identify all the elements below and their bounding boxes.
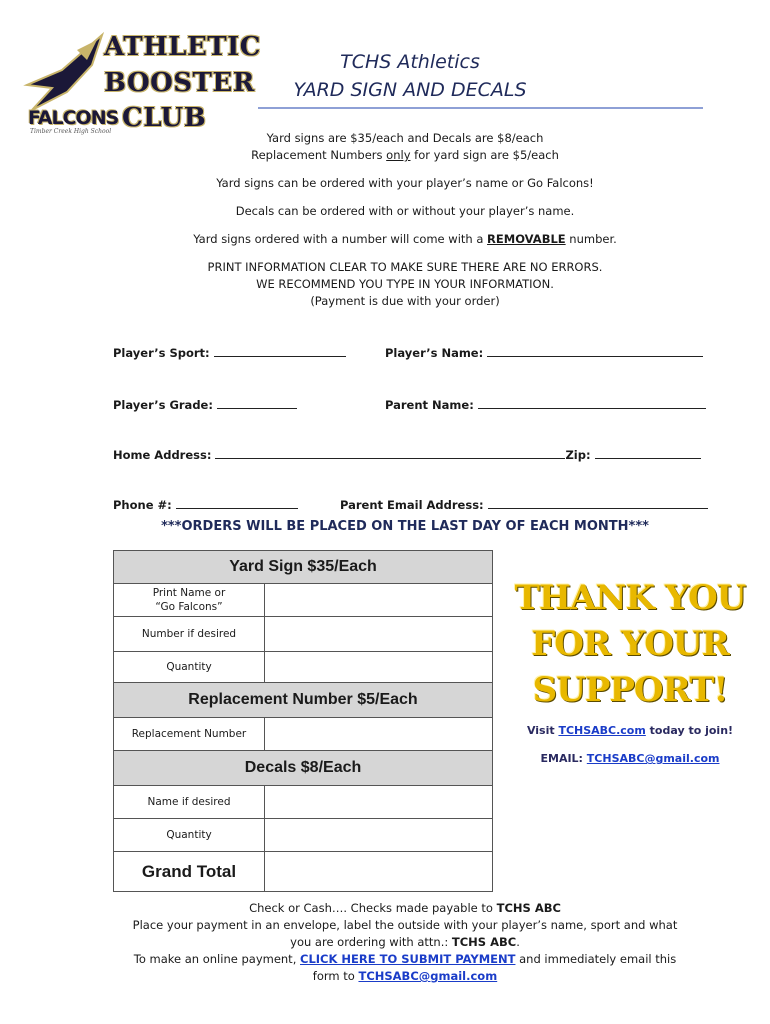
address-label: Home Address: [113,448,212,462]
grade-label: Player’s Grade: [113,398,213,412]
address-field [113,446,701,462]
sport-input[interactable] [214,344,346,357]
sport-label: Player’s Sport: [113,346,210,360]
decal-name-label: Name if desired [114,786,265,818]
grand-total-cell[interactable] [265,852,492,891]
parent-name-label: Parent Name: [385,398,474,412]
booster-club-logo [22,30,261,140]
table-row [114,583,492,616]
phone-input[interactable] [176,496,298,509]
thanks-line1: THANK YOU [514,578,746,618]
replacement-header-row [114,682,492,717]
name-info: Yard signs can be ordered with your player’s name or Go Falcons! [216,176,594,190]
prices-line1: Yard signs are $35/each and Decals are $8/each [266,131,544,145]
thanks-line2: FOR YOUR [531,624,729,664]
replacement-number-cell[interactable] [265,718,492,750]
player-name-input[interactable] [487,344,703,357]
table-row [114,651,492,682]
table-row [114,818,492,851]
decals-header: Decals $8/Each [114,751,492,785]
table-row [114,785,492,818]
parent-email-field [340,496,708,512]
footer-line3: you are ordering with attn.: TCHS ABC. [290,935,520,949]
yard-sign-header: Yard Sign $35/Each [114,551,492,583]
footer-line2: Place your payment in an envelope, label the outside with your player’s name, sport and what [132,918,678,932]
quantity-cell[interactable] [265,652,492,682]
replacement-number-label: Replacement Number [114,718,265,750]
decal-quantity-label: Quantity [114,819,265,851]
logo-script: Timber Creek High School [30,128,112,135]
prices-line2: Replacement Numbers only for yard sign are $5/each [251,148,559,162]
grand-total-label: Grand Total [114,852,265,891]
logo-falcons: FALCONS [28,107,119,129]
sport-field [113,344,346,360]
page-title: TCHS Athletics [340,51,480,73]
print-line1: PRINT INFORMATION CLEAR TO MAKE SURE THERE ARE NO ERRORS. [207,260,603,274]
footer-line4: To make an online payment, CLICK HERE TO SUBMIT PAYMENT and immediately email this [133,952,677,966]
quantity-label: Quantity [114,652,265,682]
parent-email-label: Parent Email Address: [340,498,484,512]
thank-you-banner [505,575,755,713]
payment-instructions [90,900,720,985]
header-rule [258,107,703,109]
grand-total-row [114,851,492,891]
zip-label: Zip: [565,448,591,462]
print-line2: WE RECOMMEND YOU TYPE IN YOUR INFORMATION. [256,277,554,291]
parent-name-field [385,396,706,412]
footer-line1: Check or Cash…. Checks made payable to TCHS ABC [249,901,561,915]
print-instructions [100,259,710,310]
yard-sign-header-row [114,551,492,583]
player-name-field [385,344,703,360]
number-cell[interactable] [265,617,492,651]
grade-field [113,396,297,412]
submit-payment-link[interactable]: CLICK HERE TO SUBMIT PAYMENT [300,952,516,966]
thanks-line3: SUPPORT! [532,670,728,710]
order-table [113,550,493,892]
decals-info: Decals can be ordered with or without your player’s name. [235,204,575,218]
print-name-label: Print Name or “Go Falcons” [114,584,265,616]
email-link[interactable]: TCHSABC@gmail.com [586,752,720,765]
address-input[interactable] [215,446,565,459]
removable-info: Yard signs ordered with a number will come with a REMOVABLE number. [193,232,617,246]
visit-text: Visit TCHSABC.com today to join! [526,724,734,737]
phone-label: Phone #: [113,498,172,512]
decal-quantity-cell[interactable] [265,819,492,851]
footer-email-link[interactable]: TCHSABC@gmail.com [358,969,498,983]
player-name-label: Player’s Name: [385,346,484,360]
parent-email-input[interactable] [488,496,708,509]
print-line3: (Payment is due with your order) [310,294,500,308]
parent-name-input[interactable] [478,396,706,409]
header [290,48,530,104]
grade-input[interactable] [217,396,297,409]
logo-club: CLUB [122,103,207,133]
pricing-info [100,130,710,164]
table-row [114,616,492,651]
footer-line5: form to TCHSABC@gmail.com [312,969,498,983]
print-name-cell[interactable] [265,584,492,616]
website-link[interactable]: TCHSABC.com [558,724,646,737]
page-subtitle: YARD SIGN AND DECALS [293,79,527,101]
zip-input[interactable] [595,446,701,459]
orders-notice: ***ORDERS WILL BE PLACED ON THE LAST DAY OF EACH MONTH*** [161,519,649,534]
decal-name-cell[interactable] [265,786,492,818]
email-text: EMAIL: TCHSABC@gmail.com [540,752,720,765]
logo-athletic: ATHLETIC [104,32,261,62]
table-row [114,717,492,750]
replacement-header: Replacement Number $5/Each [114,683,492,717]
decals-header-row [114,750,492,785]
logo-booster: BOOSTER [104,68,255,98]
number-label: Number if desired [114,617,265,651]
phone-field [113,496,298,512]
